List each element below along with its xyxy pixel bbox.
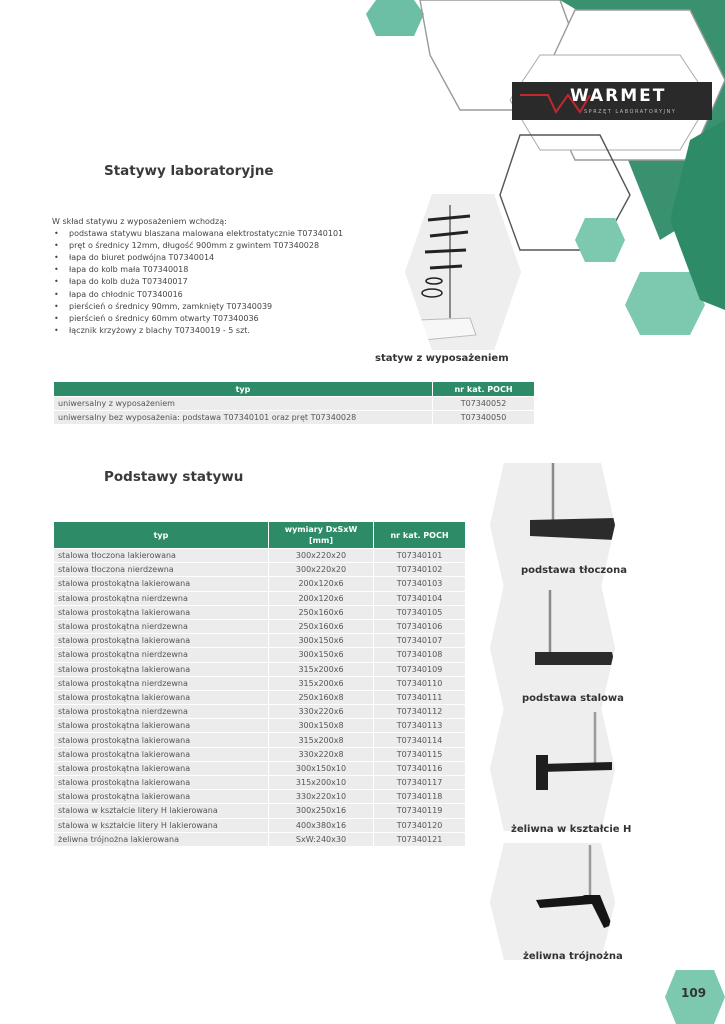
hexagon-green-small [366, 0, 424, 36]
table-cell: SxW:240x30 [269, 833, 373, 846]
table-row [54, 677, 465, 690]
caption-steel-base: podstawa stalowa [522, 693, 624, 704]
table-cell: T07340052 [433, 397, 534, 410]
table-cell: stalowa prostokątna lakierowana [54, 634, 268, 647]
hexagon-green-mid [575, 218, 625, 262]
table-cell: stalowa prostokątna lakierowana [54, 719, 268, 732]
table-cell: T07340105 [374, 606, 465, 619]
stand-contents-list [52, 228, 382, 337]
table-header-row [54, 382, 534, 396]
column-header: nr kat. POCH [433, 382, 534, 396]
table-cell: stalowa prostokątna lakierowana [54, 663, 268, 676]
list-item: • pierścień o średnicy 90mm, zamknięty T07340039 [52, 301, 382, 313]
table-cell: stalowa prostokątna nierdzewna [54, 592, 268, 605]
table-cell: 300x250x16 [269, 804, 373, 817]
page-number: 109 [681, 986, 707, 1000]
table-cell: 250x160x6 [269, 620, 373, 633]
hexagon-green-side [625, 272, 705, 335]
table-cell: T07340121 [374, 833, 465, 846]
table-cell: 250x160x8 [269, 691, 373, 704]
table-cell: T07340101 [374, 549, 465, 562]
table-row [54, 705, 465, 718]
table-cell: 400x380x16 [269, 819, 373, 832]
table-cell: stalowa prostokątna lakierowana [54, 790, 268, 803]
table-row [54, 819, 465, 832]
steel-base-photo [490, 585, 615, 710]
stand-photo [405, 194, 521, 350]
table-cell: T07340118 [374, 790, 465, 803]
bases-table-body [54, 549, 465, 846]
list-item: • łapa do kolb mała T07340018 [52, 264, 382, 276]
table-cell: T07340112 [374, 705, 465, 718]
table-cell: T07340111 [374, 691, 465, 704]
table-row [54, 634, 465, 647]
table-cell: T07340107 [374, 634, 465, 647]
table-cell: uniwersalny z wyposażeniem [54, 397, 432, 410]
table-cell: T07340115 [374, 748, 465, 761]
table-row [54, 549, 465, 562]
table-cell: stalowa prostokątna lakierowana [54, 606, 268, 619]
table-cell: 300x150x6 [269, 648, 373, 661]
table-cell: 250x160x6 [269, 606, 373, 619]
table-cell: 300x220x20 [269, 563, 373, 576]
table-cell: żeliwna trójnożna lakierowana [54, 833, 268, 846]
table-cell: 200x120x6 [269, 577, 373, 590]
table-cell: stalowa tłoczona nierdzewna [54, 563, 268, 576]
stand-image-caption: statyw z wyposażeniem [375, 353, 509, 364]
table-row [54, 663, 465, 676]
table-cell: 300x150x6 [269, 634, 373, 647]
table-row [54, 620, 465, 633]
table-cell: 315x200x8 [269, 733, 373, 746]
caption-pressed-base: podstawa tłoczona [521, 565, 627, 576]
table-cell: stalowa prostokątna lakierowana [54, 577, 268, 590]
table-row [54, 648, 465, 661]
table-cell: stalowa prostokątna nierdzewna [54, 677, 268, 690]
table-cell: uniwersalny bez wyposażenia: podstawa T07340101 oraz pręt T07340028 [54, 411, 432, 424]
table-row [54, 411, 534, 424]
table-row [54, 397, 534, 410]
list-item: • pierścień o średnicy 60mm otwarty T07340036 [52, 313, 382, 325]
list-item: • łapa do biuret podwójna T07340014 [52, 252, 382, 264]
table-cell: T07340109 [374, 663, 465, 676]
table-cell: stalowa prostokątna lakierowana [54, 691, 268, 704]
table-cell: stalowa w kształcie litery H lakierowana [54, 804, 268, 817]
table-row [54, 776, 465, 789]
table-cell: 315x200x6 [269, 663, 373, 676]
table-cell: stalowa prostokątna lakierowana [54, 748, 268, 761]
tripod-base-photo [490, 843, 615, 960]
brand-logo: WARMET [570, 86, 667, 106]
list-item: • pręt o średnicy 12mm, długość 900mm z gwintem T07340028 [52, 240, 382, 252]
table-row [54, 577, 465, 590]
list-item: • podstawa statywu blaszana malowana elektrostatycznie T07340101 [52, 228, 382, 240]
table-cell: T07340113 [374, 719, 465, 732]
table-row [54, 719, 465, 732]
list-item: • łapa do kolb duża T07340017 [52, 276, 382, 288]
table-cell: stalowa w kształcie litery H lakierowana [54, 819, 268, 832]
table-cell: 300x220x20 [269, 549, 373, 562]
table-cell: T07340103 [374, 577, 465, 590]
table-cell: stalowa prostokątna lakierowana [54, 733, 268, 746]
table-row [54, 762, 465, 775]
table-cell: T07340120 [374, 819, 465, 832]
brand-tagline: SPRZĘT LABORATORYJNY [584, 109, 677, 115]
table-cell: 330x220x10 [269, 790, 373, 803]
caption-h-base: żeliwna w kształcie H [511, 824, 632, 835]
h-shaped-base-photo [490, 708, 615, 831]
table-header-row [54, 522, 465, 548]
table-row [54, 592, 465, 605]
list-item: • łapa do chłodnic T07340016 [52, 289, 382, 301]
table-cell: T07340106 [374, 620, 465, 633]
column-header: nr kat. POCH [374, 522, 465, 548]
table-row [54, 733, 465, 746]
column-header: wymiary DxSxW [mm] [269, 522, 373, 548]
list-item: • łącznik krzyżowy z blachy T07340019 - 5 szt. [52, 325, 382, 337]
column-header: typ [54, 522, 268, 548]
table-row [54, 691, 465, 704]
table-row [54, 748, 465, 761]
table-cell: stalowa tłoczona lakierowana [54, 549, 268, 562]
stands-table [53, 381, 535, 425]
table-row [54, 804, 465, 817]
table-row [54, 790, 465, 803]
table-row [54, 606, 465, 619]
table-cell: 200x120x6 [269, 592, 373, 605]
table-cell: 330x220x8 [269, 748, 373, 761]
table-cell: 330x220x6 [269, 705, 373, 718]
table-cell: stalowa prostokątna lakierowana [54, 776, 268, 789]
table-cell: T07340116 [374, 762, 465, 775]
table-cell: T07340108 [374, 648, 465, 661]
section-title-bases: Podstawy statywu [104, 469, 244, 485]
table-cell: 315x200x10 [269, 776, 373, 789]
table-cell: T07340104 [374, 592, 465, 605]
stand-contents-intro [52, 216, 382, 337]
table-cell: T07340119 [374, 804, 465, 817]
table-cell: stalowa prostokątna nierdzewna [54, 620, 268, 633]
table-cell: 300x150x10 [269, 762, 373, 775]
table-cell: stalowa prostokątna nierdzewna [54, 648, 268, 661]
table-row [54, 563, 465, 576]
table-cell: T07340110 [374, 677, 465, 690]
caption-tripod-base: żeliwna trójnożna [523, 951, 623, 962]
table-row [54, 833, 465, 846]
table-cell: 315x200x6 [269, 677, 373, 690]
bases-table [53, 521, 466, 847]
intro-text: W skład statywu z wyposażeniem wchodzą: [52, 217, 227, 226]
section-title-stands: Statywy laboratoryjne [104, 163, 274, 179]
table-cell: T07340117 [374, 776, 465, 789]
table-cell: 300x150x8 [269, 719, 373, 732]
table-cell: stalowa prostokątna lakierowana [54, 762, 268, 775]
column-header: typ [54, 382, 432, 396]
table-cell: T07340050 [433, 411, 534, 424]
table-cell: T07340102 [374, 563, 465, 576]
table-cell: stalowa prostokątna nierdzewna [54, 705, 268, 718]
table-cell: T07340114 [374, 733, 465, 746]
